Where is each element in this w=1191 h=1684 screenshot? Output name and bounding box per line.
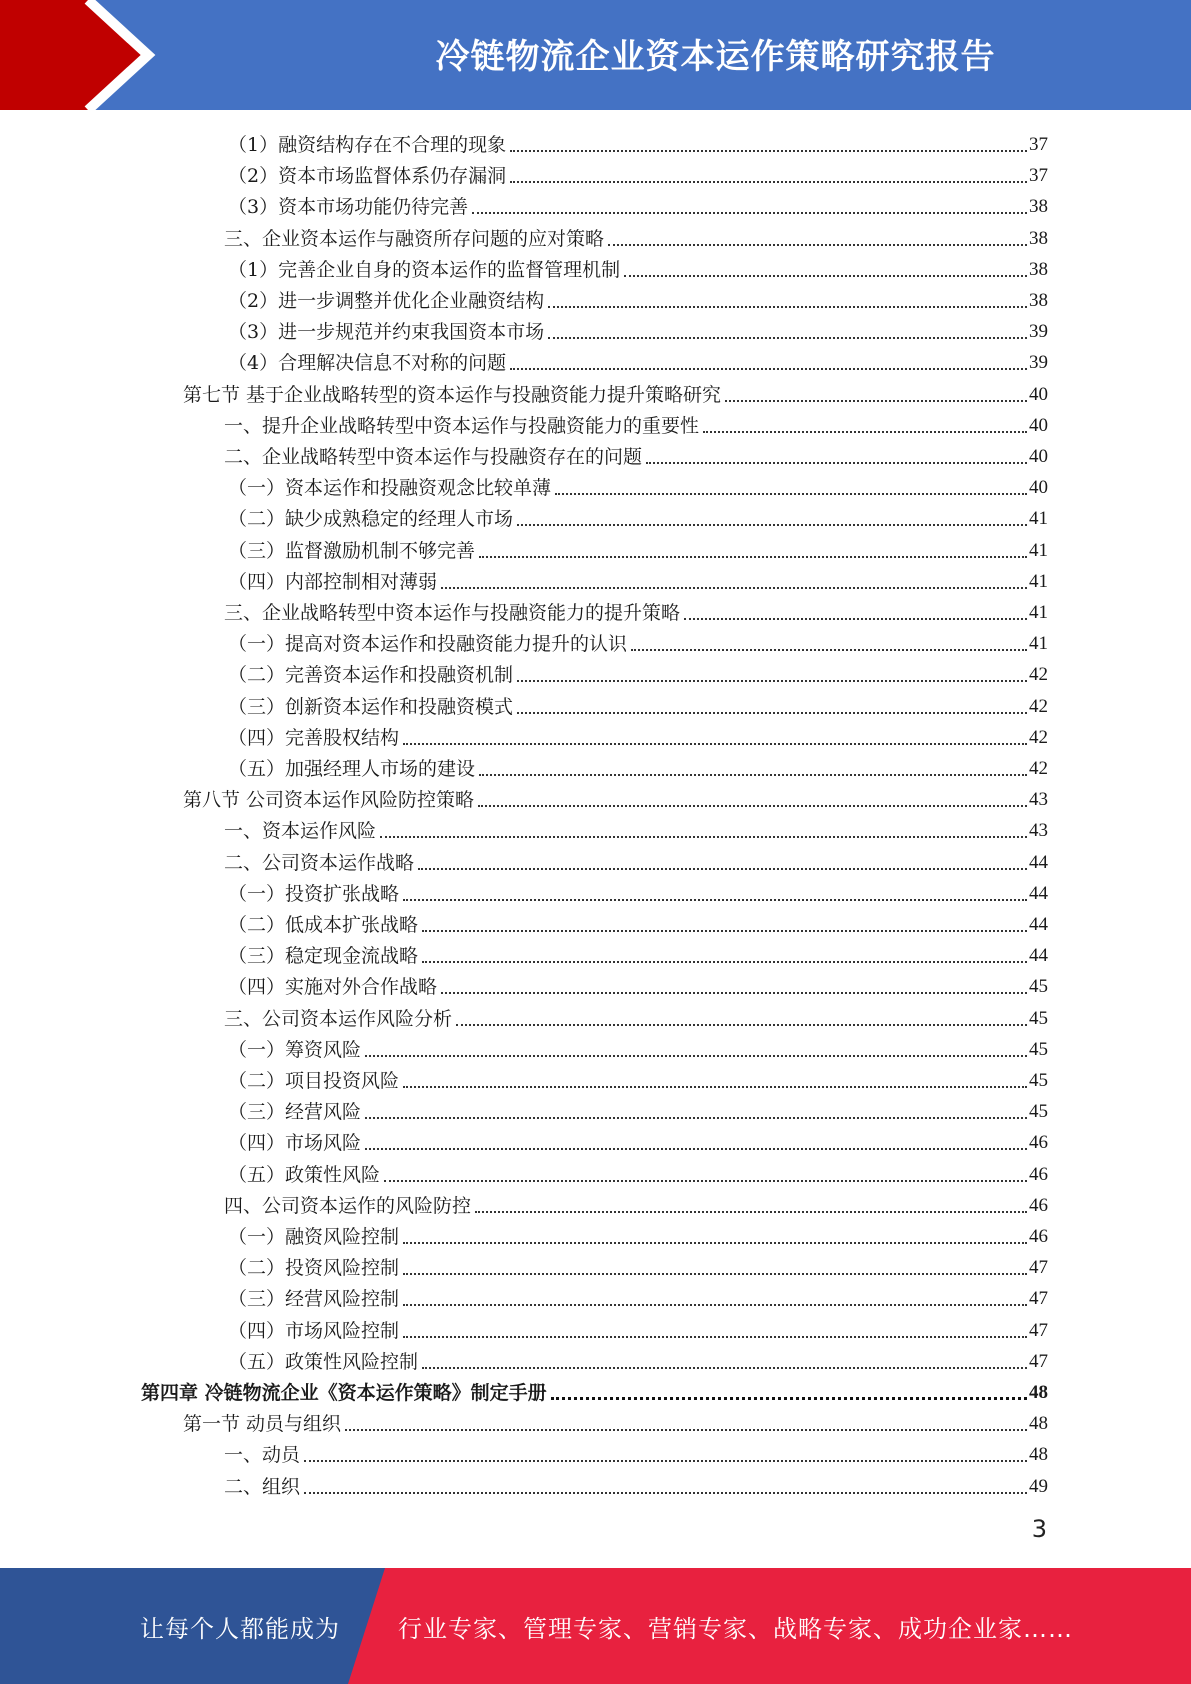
toc-entry-page: 38 [1029,290,1048,311]
toc-entry-page: 48 [1029,1382,1048,1403]
toc-entry-page: 40 [1029,414,1048,436]
toc-entry[interactable] [224,595,1048,626]
toc-entry[interactable] [228,876,1048,907]
toc-dot-leader [510,181,1027,183]
toc-entry[interactable] [228,907,1048,938]
toc-dot-leader [517,712,1027,714]
toc-entry-title: （四）市场风险控制 [228,1319,400,1342]
toc-dot-leader [403,899,1027,901]
toc-entry-page: 49 [1029,1475,1048,1497]
toc-entry-title: （五）政策性风险 [228,1163,381,1186]
toc-entry[interactable] [228,1250,1048,1281]
toc-entry-page: 41 [1029,633,1048,655]
toc-entry-page: 41 [1029,602,1048,623]
toc-dot-leader [403,743,1027,745]
toc-entry-page: 44 [1029,851,1048,873]
page-header [0,0,1191,110]
toc-entry-page: 42 [1029,758,1048,779]
page-footer [0,1568,1191,1684]
toc-entry-page: 42 [1029,664,1048,686]
toc-entry[interactable] [224,845,1048,876]
toc-entry-title: （一）投资扩张战略 [228,882,400,905]
toc-entry-title: 第七节 基于企业战略转型的资本运作与投融资能力提升策略研究 [183,383,722,406]
toc-entry-page: 46 [1029,1194,1048,1216]
toc-dot-leader [517,524,1027,526]
toc-dot-leader [517,680,1027,682]
toc-entry-title: 二、公司资本运作战略 [224,851,415,874]
toc-entry[interactable] [228,1344,1048,1375]
toc-entry[interactable] [228,626,1048,657]
toc-entry-page: 45 [1029,1038,1048,1060]
toc-entry-title: （二）缺少成熟稳定的经理人市场 [228,508,514,531]
toc-entry-title: （一）筹资风险 [228,1038,362,1061]
toc-dot-leader [646,462,1027,464]
toc-entry-page: 47 [1029,1319,1048,1341]
toc-entry-page: 42 [1029,726,1048,748]
toc-entry-title: 三、企业战略转型中资本运作与投融资能力的提升策略 [224,602,681,624]
toc-entry[interactable] [183,1406,1048,1437]
toc-entry-title: （一）融资风险控制 [228,1226,400,1248]
toc-entry[interactable] [224,439,1048,470]
toc-entry-page: 44 [1029,882,1048,904]
toc-entry-title: （三）监督激励机制不够完善 [228,539,476,562]
toc-entry-page: 44 [1029,945,1048,967]
toc-entry-page: 47 [1029,1257,1048,1279]
toc-dot-leader [403,1242,1027,1244]
toc-dot-leader [631,649,1027,651]
toc-entry[interactable] [228,1094,1048,1125]
toc-entry-title: （1）完善企业自身的资本运作的监督管理机制 [228,258,621,281]
toc-entry[interactable] [224,408,1048,439]
toc-entry[interactable] [228,345,1048,376]
toc-entry-title: （五）政策性风险控制 [228,1350,419,1373]
toc-entry-title: （三）经营风险 [228,1101,362,1124]
toc-entry-page: 41 [1029,508,1048,530]
toc-dot-leader [380,836,1027,838]
toc-entry-title: （四）内部控制相对薄弱 [228,570,438,593]
toc-dot-leader [422,961,1027,963]
toc-entry-page: 38 [1029,227,1048,249]
toc-entry-page: 38 [1029,258,1048,280]
toc-entry-page: 37 [1029,165,1048,187]
toc-entry[interactable] [228,189,1048,220]
toc-dot-leader [403,1304,1027,1306]
toc-entry-page: 41 [1029,570,1048,592]
toc-dot-leader [555,493,1027,495]
toc-entry-page: 38 [1029,196,1048,218]
toc-entry[interactable] [141,1375,1048,1406]
toc-dot-leader [365,1117,1027,1119]
toc-entry-page: 39 [1029,321,1048,343]
toc-entry-title: （二）完善资本运作和投融资机制 [228,664,514,687]
toc-dot-leader [479,556,1027,558]
toc-entry[interactable] [228,252,1048,283]
toc-dot-leader [551,1397,1027,1400]
toc-entry[interactable] [228,1219,1048,1250]
toc-entry-page: 44 [1029,914,1048,935]
toc-dot-leader [365,1148,1027,1150]
toc-entry[interactable] [228,969,1048,1000]
toc-dot-leader [441,587,1027,589]
toc-dot-leader [304,1460,1027,1462]
toc-dot-leader [475,1211,1027,1213]
toc-entry[interactable] [228,564,1048,595]
toc-entry-title: 第八节 公司资本运作风险防控策略 [183,789,475,812]
toc-entry[interactable] [228,127,1048,158]
toc-entry[interactable] [228,283,1048,314]
toc-dot-leader [510,150,1027,152]
toc-entry[interactable] [224,813,1048,844]
toc-dot-leader [403,1086,1027,1088]
toc-entry-title: 第四章 冷链物流企业《资本运作策略》制定手册 [141,1382,547,1404]
toc-entry[interactable] [228,1157,1048,1188]
toc-entry-page: 37 [1029,134,1048,155]
toc-entry-title: 三、企业资本运作与融资所存问题的应对策略 [224,227,605,250]
toc-dot-leader [441,992,1027,994]
toc-entry-title: （五）加强经理人市场的建设 [228,758,476,780]
report-title: 冷链物流企业资本运作策略研究报告 [435,36,996,77]
toc-entry-page: 47 [1029,1288,1048,1310]
toc-entry-title: 一、提升企业战略转型中资本运作与投融资能力的重要性 [224,414,700,437]
toc-entry-page: 46 [1029,1226,1048,1247]
toc-dot-leader [684,618,1027,620]
toc-dot-leader [403,1336,1027,1338]
toc-entry[interactable] [228,501,1048,532]
toc-entry-page: 45 [1029,1007,1048,1029]
toc-entry[interactable] [224,1188,1048,1219]
toc-entry-title: （3）进一步规范并约束我国资本市场 [228,321,545,344]
toc-entry[interactable] [228,158,1048,189]
toc-entry[interactable] [228,1032,1048,1063]
toc-entry-title: （四）实施对外合作战略 [228,976,438,999]
toc-dot-leader [624,275,1027,277]
toc-entry-title: 三、公司资本运作风险分析 [224,1007,453,1030]
toc-entry-title: 四、公司资本运作的风险防控 [224,1194,472,1217]
toc-dot-leader [479,774,1027,776]
toc-entry-title: （三）经营风险控制 [228,1288,400,1311]
toc-dot-leader [456,1024,1027,1026]
toc-entry-page: 45 [1029,976,1048,998]
toc-entry-page: 48 [1029,1413,1048,1435]
toc-entry[interactable] [228,689,1048,720]
toc-entry-title: 一、资本运作风险 [224,820,377,843]
toc-entry[interactable] [228,938,1048,969]
toc-dot-leader [403,1273,1027,1275]
toc-entry-title: （四）市场风险 [228,1132,362,1155]
toc-entry-title: （二）低成本扩张战略 [228,914,419,936]
toc-entry-page: 40 [1029,477,1048,499]
toc-entry-title: （一）提高对资本运作和投融资能力提升的认识 [228,633,628,656]
toc-entry[interactable] [228,1125,1048,1156]
toc-entry[interactable] [228,1313,1048,1344]
footer-slogan-left: 让每个人都能成为 [140,1614,340,1643]
toc-entry-title: （四）完善股权结构 [228,726,400,749]
toc-entry-page: 43 [1029,789,1048,811]
toc-dot-leader [703,431,1027,433]
toc-entry[interactable] [228,470,1048,501]
toc-entry-title: （4）合理解决信息不对称的问题 [228,352,507,375]
toc-dot-leader [548,306,1027,308]
toc-entry-page: 40 [1029,446,1048,467]
toc-entry-title: （二）项目投资风险 [228,1070,400,1092]
toc-entry-page: 48 [1029,1444,1048,1466]
toc-entry[interactable] [228,1063,1048,1094]
footer-slogan-right: 行业专家、管理专家、营销专家、战略专家、成功企业家…… [398,1614,1073,1643]
toc-entry-title: 一、动员 [224,1444,301,1467]
toc-entry-title: 二、企业战略转型中资本运作与投融资存在的问题 [224,446,643,468]
toc-dot-leader [422,1367,1027,1369]
toc-dot-leader [422,930,1027,932]
page-number: 3 [1031,1515,1047,1543]
toc-entry-page: 41 [1029,539,1048,561]
toc-entry-page: 43 [1029,820,1048,842]
toc-entry-page: 46 [1029,1163,1048,1185]
toc-entry[interactable] [228,533,1048,564]
toc-entry[interactable] [224,1001,1048,1032]
toc-entry[interactable] [228,314,1048,345]
toc-entry[interactable] [228,657,1048,688]
toc-entry-page: 40 [1029,383,1048,405]
toc-dot-leader [345,1429,1027,1431]
toc-dot-leader [304,1492,1027,1494]
toc-entry-page: 39 [1029,352,1048,374]
toc-dot-leader [365,1055,1027,1057]
toc-dot-leader [510,368,1027,370]
toc-entry-title: （二）投资风险控制 [228,1257,400,1280]
toc-entry-title: （1）融资结构存在不合理的现象 [228,134,507,156]
toc-dot-leader [472,212,1027,214]
toc-dot-leader [418,868,1027,870]
toc-entry[interactable] [224,1437,1048,1468]
toc-entry[interactable] [183,782,1048,813]
toc-entry[interactable] [228,1281,1048,1312]
toc-dot-leader [608,244,1027,246]
toc-entry-page: 45 [1029,1070,1048,1091]
toc-entry-title: （一）资本运作和投融资观念比较单薄 [228,477,552,500]
toc-entry[interactable] [224,221,1048,252]
toc-dot-leader [478,805,1027,807]
toc-entry-page: 45 [1029,1101,1048,1123]
toc-dot-leader [548,337,1027,339]
toc-entry-title: （三）稳定现金流战略 [228,945,419,968]
toc-entry-title: （2）资本市场监督体系仍存漏洞 [228,165,507,188]
toc-entry[interactable] [228,751,1048,782]
toc-entry-page: 42 [1029,695,1048,717]
toc-entry-title: 二、组织 [224,1475,301,1498]
toc-entry-title: （3）资本市场功能仍待完善 [228,196,469,219]
toc-entry-title: （2）进一步调整并优化企业融资结构 [228,290,545,312]
toc-dot-leader [384,1180,1027,1182]
toc-entry-page: 46 [1029,1132,1048,1154]
toc-entry[interactable] [183,377,1048,408]
toc-entry-title: （三）创新资本运作和投融资模式 [228,695,514,718]
toc-entry-title: 第一节 动员与组织 [183,1413,342,1436]
toc-entry[interactable] [224,1469,1048,1500]
toc-entry[interactable] [228,720,1048,751]
toc-dot-leader [725,400,1027,402]
toc-entry-page: 47 [1029,1350,1048,1372]
